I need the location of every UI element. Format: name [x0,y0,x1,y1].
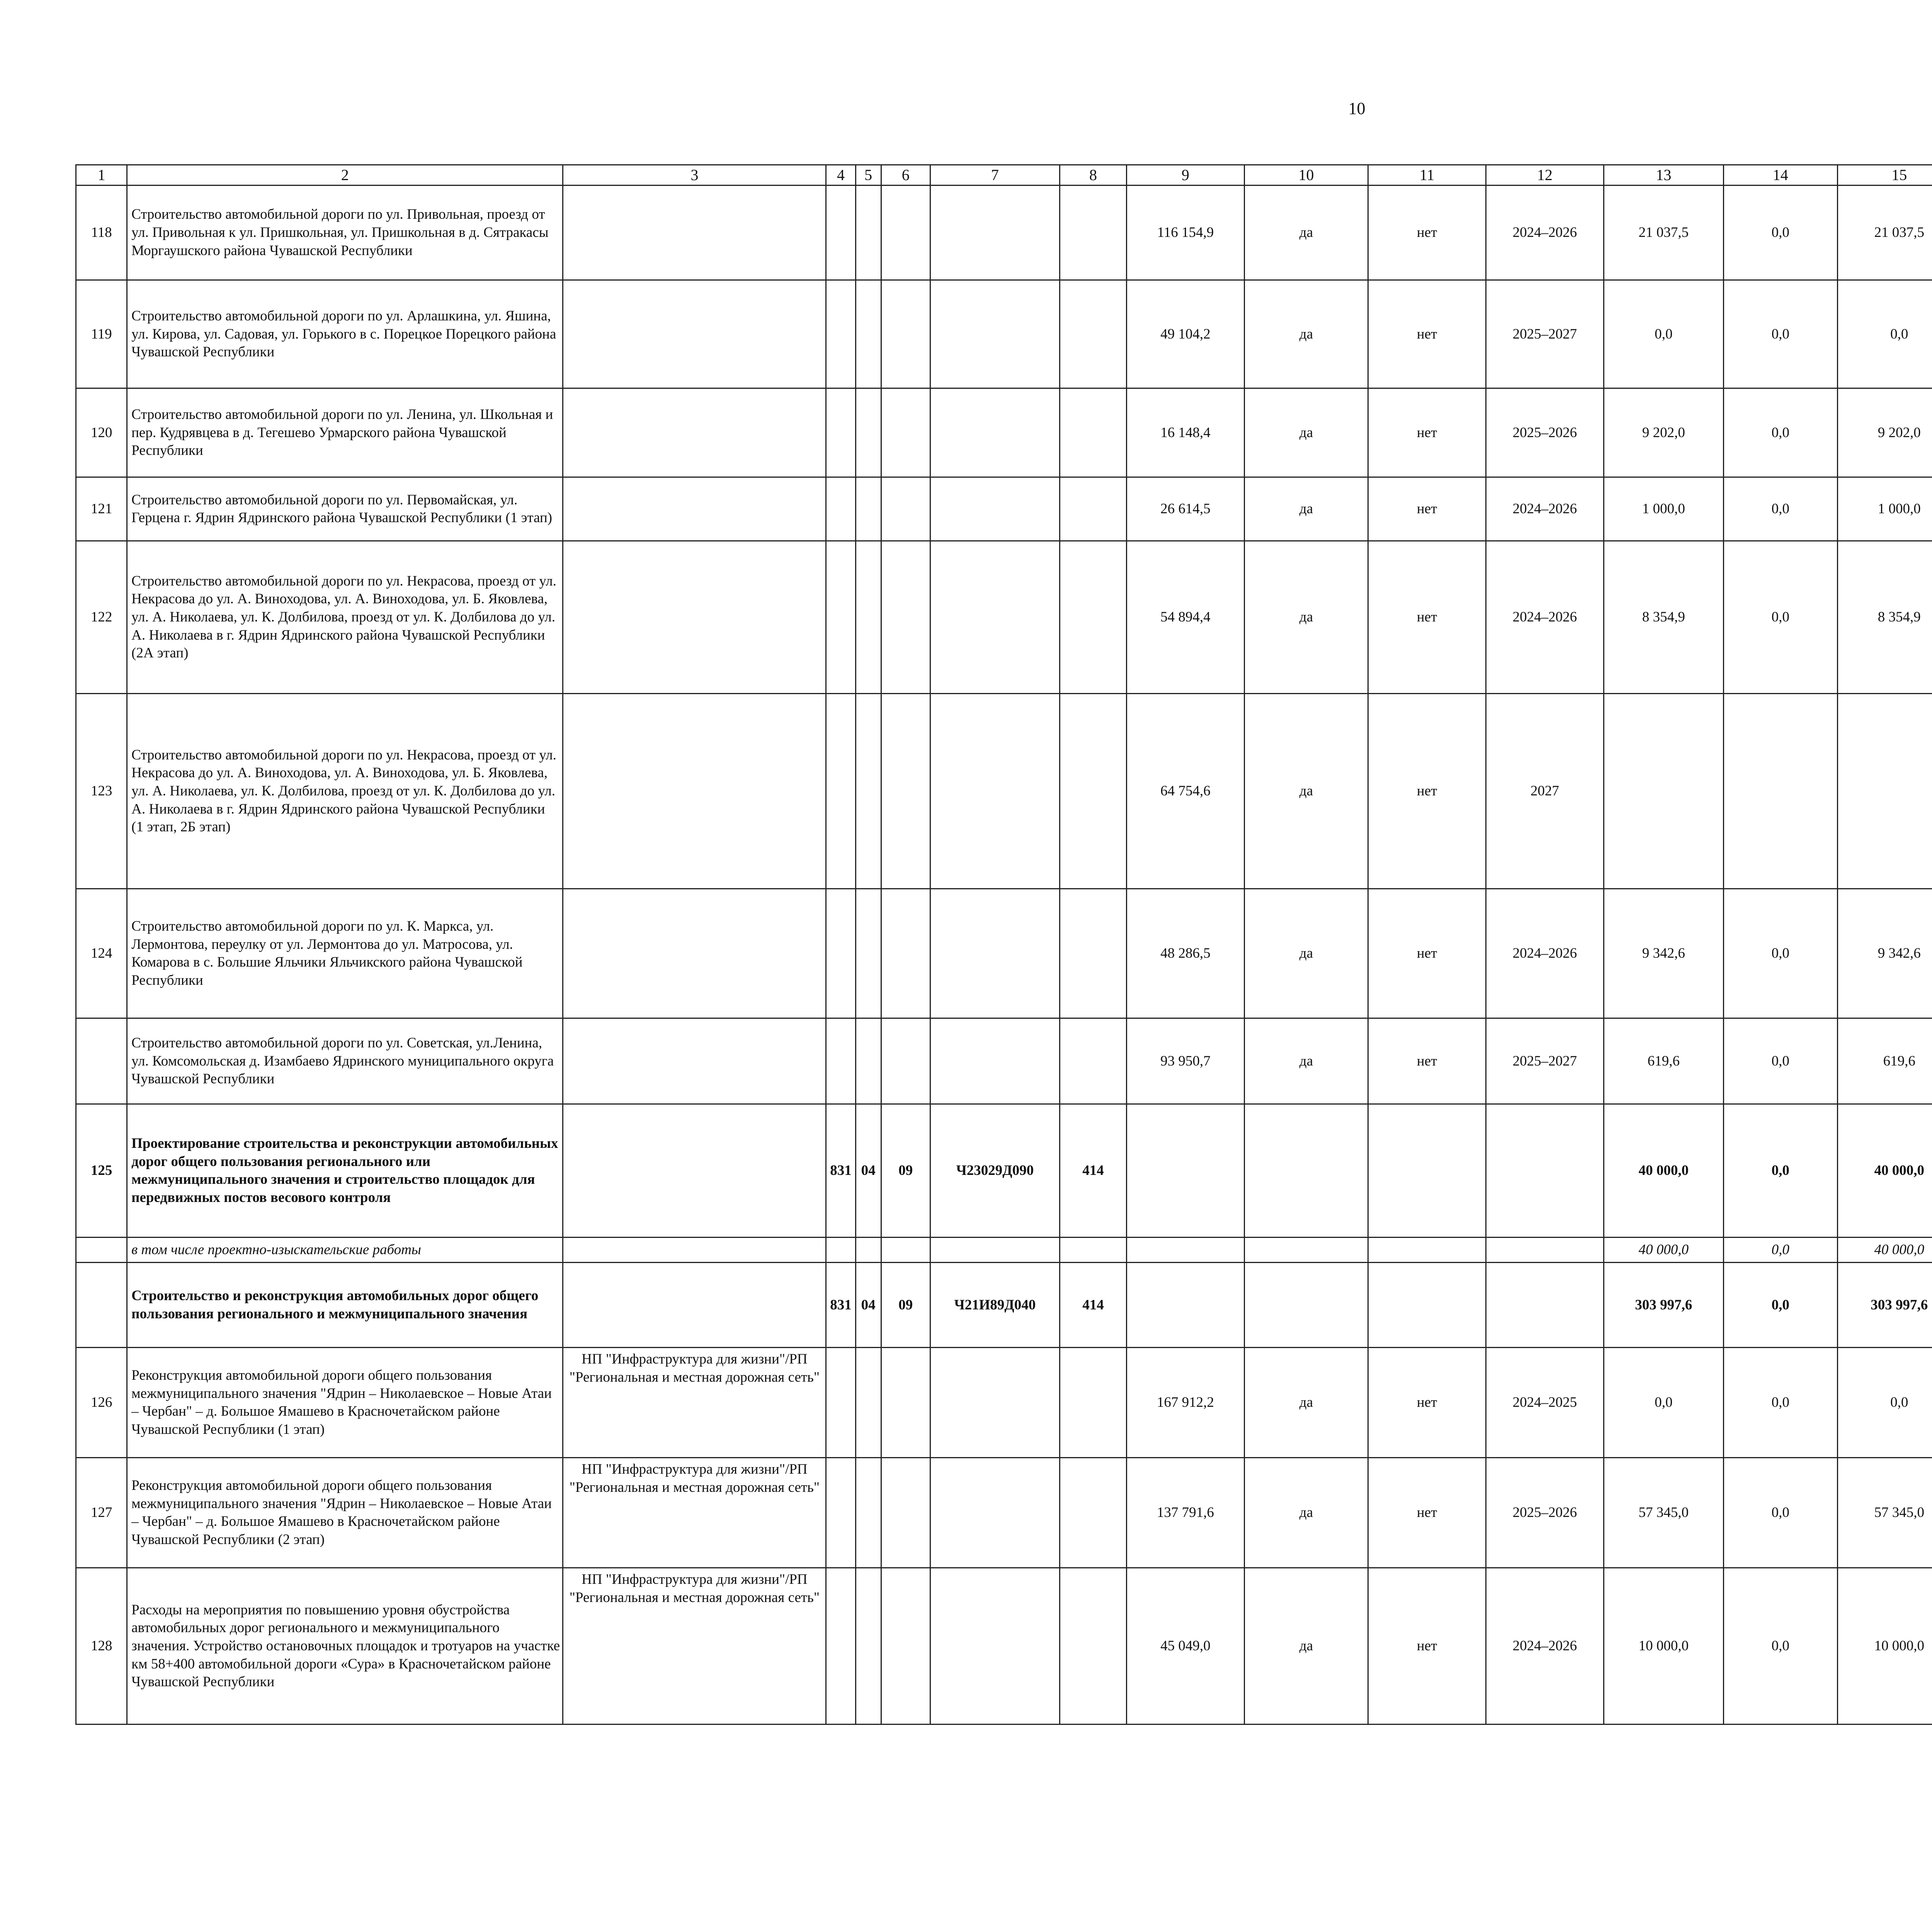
value-cell-col-10: да [1244,186,1368,280]
row-number-cell: 124 [76,889,127,1018]
column-number: 15 [1837,165,1932,186]
value-cell-col-14: 0,0 [1723,477,1837,541]
row-number-cell: 118 [76,186,127,280]
value-cell-col-12: 2024–2025 [1486,1348,1604,1458]
row-number-cell: 126 [76,1348,127,1458]
value-cell-col-4: 831 [826,1263,855,1348]
value-cell-col-7 [930,186,1060,280]
value-cell-col-15: 0,0 [1837,1348,1932,1458]
value-cell-col-9: 26 614,5 [1126,477,1244,541]
table-row [76,1104,1932,1238]
object-name-cell: Строительство автомобильной дороги по ул. Советская, ул.Ленина, ул. Комсомольская д. Изамбаево Ядринского муниципального округа Чувашской Республики [127,1018,563,1104]
value-cell-col-13: 9 342,6 [1604,889,1723,1018]
object-name-cell: Строительство автомобильной дороги по ул. Арлашкина, ул. Яшина, ул. Кирова, ул. Садовая, ул. Горького в с. Порецкое Порецкого района Чувашской Республики [127,280,563,388]
value-cell-col-15: 8 354,9 [1837,541,1932,694]
value-cell-col-4 [826,1458,855,1568]
value-cell-col-7 [930,1018,1060,1104]
value-cell-col-9 [1126,1104,1244,1238]
value-cell-col-9: 54 894,4 [1126,541,1244,694]
row-number-cell: 121 [76,477,127,541]
object-name-cell: Строительство автомобильной дороги по ул. Некрасова, проезд от ул. Некрасова до ул. А. Виноходова, ул. А. Виноходова, ул. Б. Яковлева, ул. А. Николаева, ул. К. Долбилова, проезд от ул. К. Долбилова до ул. А. Николаева в г. Ядрин Ядринского района Чувашской Республики (1 этап, 2Б этап) [127,694,563,889]
column-number: 11 [1368,165,1486,186]
value-cell-col-15: 57 345,0 [1837,1458,1932,1568]
project-cell [563,1018,826,1104]
value-cell-col-15: 1 000,0 [1837,477,1932,541]
value-cell-col-7 [930,280,1060,388]
object-name-cell: Реконструкция автомобильной дороги общего пользования межмуниципального значения "Ядрин – Николаевское – Новые Атаи – Чербан" – д. Большое Ямашево в Красночетайском районе Чувашской Республики (1 этап) [127,1348,563,1458]
value-cell-col-13: 40 000,0 [1604,1104,1723,1238]
column-number: 4 [826,165,855,186]
value-cell-col-9: 49 104,2 [1126,280,1244,388]
row-number-cell: 123 [76,694,127,889]
value-cell-col-13: 40 000,0 [1604,1238,1723,1263]
value-cell-col-14 [1723,694,1837,889]
table-row [76,477,1932,541]
value-cell-col-10: да [1244,280,1368,388]
value-cell-col-5 [855,1018,881,1104]
value-cell-col-11: нет [1368,477,1486,541]
value-cell-col-14: 0,0 [1723,1018,1837,1104]
value-cell-col-15: 40 000,0 [1837,1104,1932,1238]
value-cell-col-12: 2025–2026 [1486,1458,1604,1568]
value-cell-col-11: нет [1368,280,1486,388]
value-cell-col-12 [1486,1104,1604,1238]
value-cell-col-7: Ч23029Д090 [930,1104,1060,1238]
value-cell-col-11: нет [1368,1568,1486,1725]
project-cell [563,1238,826,1263]
table-row [76,1018,1932,1104]
value-cell-col-15: 10 000,0 [1837,1568,1932,1725]
value-cell-col-4 [826,694,855,889]
value-cell-col-8 [1060,388,1127,477]
value-cell-col-11: нет [1368,889,1486,1018]
value-cell-col-14: 0,0 [1723,1568,1837,1725]
value-cell-col-5 [855,541,881,694]
value-cell-col-4 [826,1568,855,1725]
value-cell-col-12: 2024–2026 [1486,1568,1604,1725]
value-cell-col-12: 2024–2026 [1486,186,1604,280]
value-cell-col-8 [1060,1458,1127,1568]
value-cell-col-15: 9 202,0 [1837,388,1932,477]
project-cell [563,388,826,477]
value-cell-col-14: 0,0 [1723,1238,1837,1263]
object-name-cell: Расходы на мероприятия по повышению уровня обустройства автомобильных дорог регионального и межмуниципального значения. Устройство остановочных площадок и тротуаров на участке км 58+400 автомобильной дороги «Сура» в Красночетайском районе Чувашской Республики [127,1568,563,1725]
row-number-cell [76,1018,127,1104]
value-cell-col-8 [1060,1238,1127,1263]
value-cell-col-7 [930,1568,1060,1725]
value-cell-col-6 [881,1238,930,1263]
value-cell-col-14: 0,0 [1723,1263,1837,1348]
value-cell-col-8: 414 [1060,1263,1127,1348]
value-cell-col-9: 64 754,6 [1126,694,1244,889]
value-cell-col-7: Ч21И89Д040 [930,1263,1060,1348]
value-cell-col-4: 831 [826,1104,855,1238]
value-cell-col-14: 0,0 [1723,280,1837,388]
value-cell-col-14: 0,0 [1723,889,1837,1018]
value-cell-col-15: 0,0 [1837,280,1932,388]
value-cell-col-4 [826,1238,855,1263]
row-number-cell: 122 [76,541,127,694]
value-cell-col-7 [930,1348,1060,1458]
value-cell-col-12: 2027 [1486,694,1604,889]
value-cell-col-6 [881,388,930,477]
value-cell-col-8 [1060,280,1127,388]
value-cell-col-6 [881,889,930,1018]
object-name-cell: Строительство автомобильной дороги по ул. Некрасова, проезд от ул. Некрасова до ул. А. Виноходова, ул. А. Виноходова, ул. Б. Яковлева, ул. А. Николаева, ул. К. Долбилова, проезд от ул. К. Долбилова до ул. А. Николаева в г. Ядрин Ядринского района Чувашской Республики (2А этап) [127,541,563,694]
project-cell: НП "Инфраструктура для жизни"/РП "Региональная и местная дорожная сеть" [563,1458,826,1568]
table-row [76,889,1932,1018]
value-cell-col-14: 0,0 [1723,541,1837,694]
value-cell-col-11: нет [1368,1458,1486,1568]
value-cell-col-8 [1060,1348,1127,1458]
value-cell-col-14: 0,0 [1723,1104,1837,1238]
row-number-cell [76,1263,127,1348]
table-row [76,1263,1932,1348]
row-number-cell: 120 [76,388,127,477]
value-cell-col-10 [1244,1238,1368,1263]
value-cell-col-6: 09 [881,1263,930,1348]
value-cell-col-6 [881,1568,930,1725]
column-number: 3 [563,165,826,186]
project-cell [563,889,826,1018]
value-cell-col-5 [855,186,881,280]
value-cell-col-13: 303 997,6 [1604,1263,1723,1348]
table-row [76,694,1932,889]
value-cell-col-10: да [1244,1348,1368,1458]
value-cell-col-6 [881,694,930,889]
project-cell [563,186,826,280]
value-cell-col-5 [855,1458,881,1568]
value-cell-col-10: да [1244,1568,1368,1725]
value-cell-col-10: да [1244,1458,1368,1568]
value-cell-col-9 [1126,1263,1244,1348]
value-cell-col-14: 0,0 [1723,388,1837,477]
column-number: 5 [855,165,881,186]
project-cell: НП "Инфраструктура для жизни"/РП "Региональная и местная дорожная сеть" [563,1568,826,1725]
object-name-cell: в том числе проектно-изыскательские работы [127,1238,563,1263]
page-number: 10 [1348,99,1366,118]
row-number-cell: 119 [76,280,127,388]
value-cell-col-5 [855,694,881,889]
object-name-cell: Строительство автомобильной дороги по ул. Ленина, ул. Школьная и пер. Кудрявцева в д. Тегешево Урмарского района Чувашской Республики [127,388,563,477]
row-number-cell: 125 [76,1104,127,1238]
value-cell-col-5 [855,477,881,541]
value-cell-col-14: 0,0 [1723,1458,1837,1568]
value-cell-col-10: да [1244,388,1368,477]
value-cell-col-8: 414 [1060,1104,1127,1238]
value-cell-col-8 [1060,541,1127,694]
value-cell-col-13: 8 354,9 [1604,541,1723,694]
value-cell-col-6 [881,1348,930,1458]
value-cell-col-12: 2025–2026 [1486,388,1604,477]
table-row [76,1238,1932,1263]
value-cell-col-5 [855,1568,881,1725]
value-cell-col-11: нет [1368,541,1486,694]
value-cell-col-12: 2025–2027 [1486,1018,1604,1104]
value-cell-col-14: 0,0 [1723,1348,1837,1458]
project-cell: НП "Инфраструктура для жизни"/РП "Региональная и местная дорожная сеть" [563,1348,826,1458]
value-cell-col-11: нет [1368,694,1486,889]
value-cell-col-13: 57 345,0 [1604,1458,1723,1568]
value-cell-col-9: 45 049,0 [1126,1568,1244,1725]
value-cell-col-9: 137 791,6 [1126,1458,1244,1568]
value-cell-col-13: 10 000,0 [1604,1568,1723,1725]
value-cell-col-10 [1244,1263,1368,1348]
value-cell-col-6 [881,280,930,388]
column-number: 7 [930,165,1060,186]
value-cell-col-7 [930,694,1060,889]
value-cell-col-7 [930,388,1060,477]
value-cell-col-12 [1486,1238,1604,1263]
value-cell-col-9: 93 950,7 [1126,1018,1244,1104]
column-number: 2 [127,165,563,186]
column-number: 8 [1060,165,1127,186]
column-number-row [76,165,1932,186]
value-cell-col-9: 116 154,9 [1126,186,1244,280]
value-cell-col-7 [930,541,1060,694]
value-cell-col-6 [881,541,930,694]
value-cell-col-8 [1060,694,1127,889]
value-cell-col-8 [1060,1018,1127,1104]
value-cell-col-15: 40 000,0 [1837,1238,1932,1263]
value-cell-col-10: да [1244,477,1368,541]
project-cell [563,694,826,889]
value-cell-col-12 [1486,1263,1604,1348]
value-cell-col-5 [855,1348,881,1458]
table-row [76,1458,1932,1568]
column-number: 1 [76,165,127,186]
value-cell-col-4 [826,889,855,1018]
value-cell-col-11: нет [1368,388,1486,477]
object-name-cell: Строительство и реконструкция автомобильных дорог общего пользования регионального и межмуниципального значения [127,1263,563,1348]
value-cell-col-15: 21 037,5 [1837,186,1932,280]
value-cell-col-11 [1368,1104,1486,1238]
value-cell-col-9: 167 912,2 [1126,1348,1244,1458]
row-number-cell: 127 [76,1458,127,1568]
value-cell-col-4 [826,1348,855,1458]
object-name-cell: Строительство автомобильной дороги по ул. Первомайская, ул. Герцена г. Ядрин Ядринского района Чувашской Республики (1 этап) [127,477,563,541]
value-cell-col-9 [1126,1238,1244,1263]
column-number: 9 [1126,165,1244,186]
column-number: 13 [1604,165,1723,186]
object-name-cell: Строительство автомобильной дороги по ул. К. Маркса, ул. Лермонтова, переулку от ул. Лермонтова до ул. Матросова, ул. Комарова в с. Большие Яльчики Яльчикского района Чувашской Республики [127,889,563,1018]
value-cell-col-6 [881,1018,930,1104]
value-cell-col-13: 0,0 [1604,1348,1723,1458]
value-cell-col-7 [930,477,1060,541]
value-cell-col-13: 0,0 [1604,280,1723,388]
value-cell-col-8 [1060,1568,1127,1725]
value-cell-col-5 [855,280,881,388]
column-number: 14 [1723,165,1837,186]
table-row [76,541,1932,694]
object-name-cell: Проектирование строительства и реконструкции автомобильных дорог общего пользования регионального или межмуниципального значения и строительство площадок для передвижных постов весового контроля [127,1104,563,1238]
value-cell-col-7 [930,1458,1060,1568]
value-cell-col-10: да [1244,889,1368,1018]
value-cell-col-11: нет [1368,1348,1486,1458]
value-cell-col-6 [881,477,930,541]
column-number: 6 [881,165,930,186]
value-cell-col-9: 48 286,5 [1126,889,1244,1018]
value-cell-col-5: 04 [855,1263,881,1348]
value-cell-col-8 [1060,889,1127,1018]
value-cell-col-4 [826,541,855,694]
value-cell-col-6 [881,1458,930,1568]
value-cell-col-4 [826,186,855,280]
value-cell-col-5 [855,1238,881,1263]
table-row [76,280,1932,388]
budget-table [75,164,1932,1725]
object-name-cell: Реконструкция автомобильной дороги общего пользования межмуниципального значения "Ядрин – Николаевское – Новые Атаи – Чербан" – д. Большое Ямашево в Красночетайском районе Чувашской Республики (2 этап) [127,1458,563,1568]
table-row [76,186,1932,280]
value-cell-col-12: 2025–2027 [1486,280,1604,388]
value-cell-col-7 [930,1238,1060,1263]
value-cell-col-11 [1368,1263,1486,1348]
table-row [76,1348,1932,1458]
value-cell-col-4 [826,280,855,388]
value-cell-col-15: 9 342,6 [1837,889,1932,1018]
object-name-cell: Строительство автомобильной дороги по ул. Привольная, проезд от ул. Привольная к ул. Пришкольная, ул. Пришкольная в д. Сятракасы Моргаушского района Чувашской Республики [127,186,563,280]
column-number: 10 [1244,165,1368,186]
value-cell-col-4 [826,1018,855,1104]
value-cell-col-4 [826,388,855,477]
value-cell-col-6: 09 [881,1104,930,1238]
value-cell-col-5: 04 [855,1104,881,1238]
project-cell [563,1104,826,1238]
row-number-cell: 128 [76,1568,127,1725]
value-cell-col-11: нет [1368,186,1486,280]
value-cell-col-12: 2024–2026 [1486,477,1604,541]
column-number: 12 [1486,165,1604,186]
value-cell-col-10: да [1244,694,1368,889]
value-cell-col-4 [826,477,855,541]
value-cell-col-7 [930,889,1060,1018]
value-cell-col-5 [855,889,881,1018]
value-cell-col-11 [1368,1238,1486,1263]
value-cell-col-8 [1060,477,1127,541]
value-cell-col-8 [1060,186,1127,280]
value-cell-col-15: 619,6 [1837,1018,1932,1104]
value-cell-col-13: 21 037,5 [1604,186,1723,280]
value-cell-col-10: да [1244,541,1368,694]
value-cell-col-15: 303 997,6 [1837,1263,1932,1348]
value-cell-col-13: 9 202,0 [1604,388,1723,477]
project-cell [563,280,826,388]
table-row [76,1568,1932,1725]
value-cell-col-10 [1244,1104,1368,1238]
value-cell-col-13 [1604,694,1723,889]
value-cell-col-5 [855,388,881,477]
project-cell [563,477,826,541]
value-cell-col-12: 2024–2026 [1486,889,1604,1018]
row-number-cell [76,1238,127,1263]
value-cell-col-15 [1837,694,1932,889]
value-cell-col-10: да [1244,1018,1368,1104]
project-cell [563,1263,826,1348]
value-cell-col-12: 2024–2026 [1486,541,1604,694]
table-row [76,388,1932,477]
value-cell-col-6 [881,186,930,280]
value-cell-col-13: 619,6 [1604,1018,1723,1104]
project-cell [563,541,826,694]
value-cell-col-14: 0,0 [1723,186,1837,280]
value-cell-col-11: нет [1368,1018,1486,1104]
value-cell-col-13: 1 000,0 [1604,477,1723,541]
value-cell-col-9: 16 148,4 [1126,388,1244,477]
